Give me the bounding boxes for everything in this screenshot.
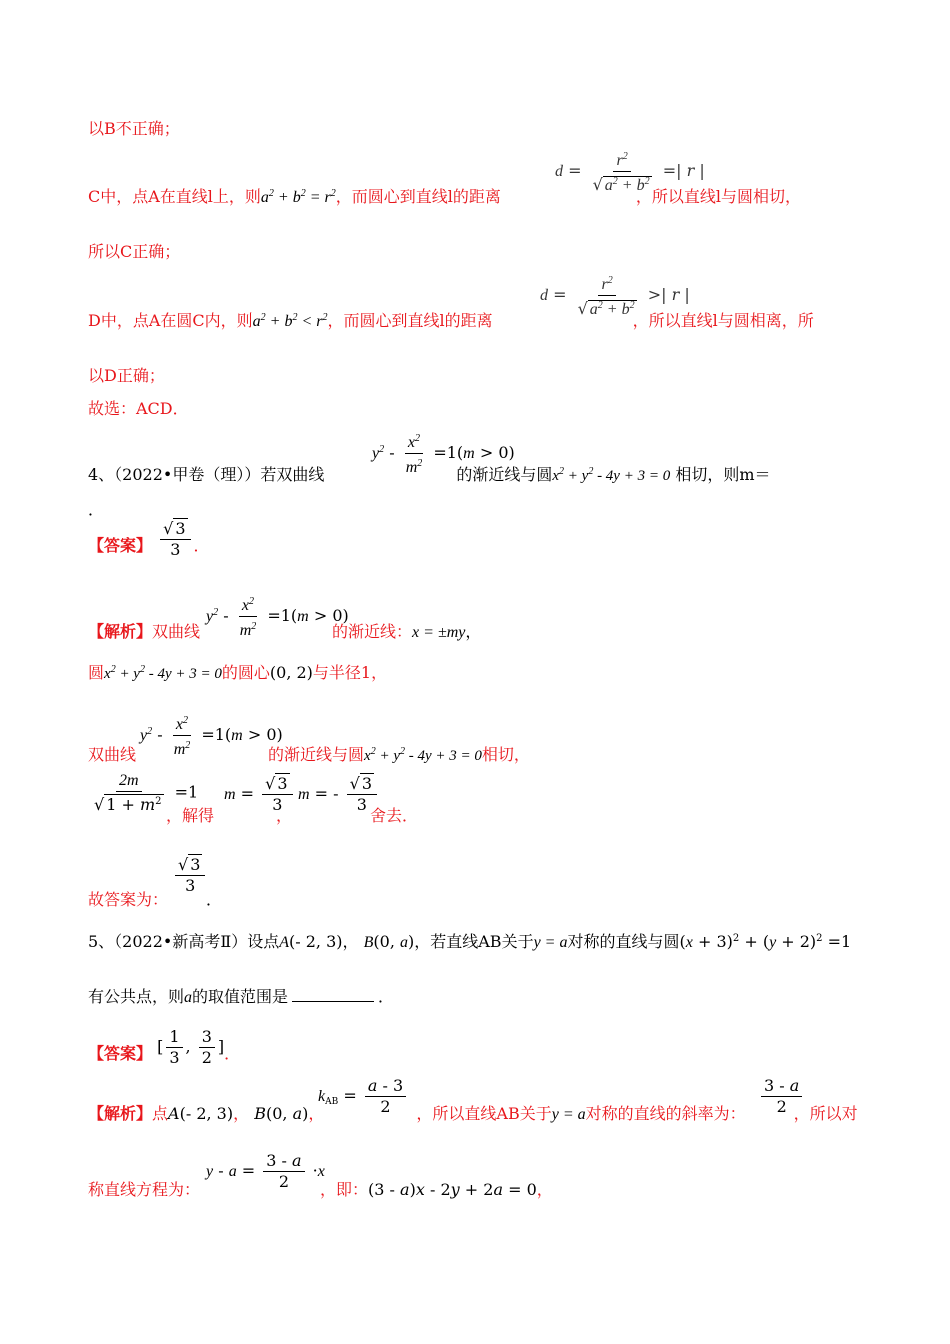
question-5-analysis-1: 【解析】点A(- 2, 3)， B(0, a)， ，所以直线AB关于y = a对称的直线的斜率为： ，所以对 (88, 1104, 858, 1123)
question-4-dot: ． (88, 500, 105, 519)
question-5-stem-2: 有公共点，则a的取值范围是 ． (88, 987, 395, 1006)
formula-symmetric-slope: $\frac{3 - a}{2}$ (758, 1077, 805, 1116)
formula-distance-d: d = $\frac{r^2}{√ a^2 + b^2}$ >| r | (540, 272, 690, 319)
formula-hyperbola-analysis-1: $y^2$ - $\frac{x^2}{m^2}$ =1(m > 0) (206, 593, 349, 640)
question-4-answer: 【答案】 $\frac{√ 3}{3}$ ． (88, 519, 210, 559)
formula-final-answer-q4: $\frac{√ 3}{3}$ (172, 856, 208, 895)
text-line-d-correct: 以D正确； (88, 366, 165, 385)
formula-slope-ab: $k_{AB}$ = $\frac{a - 3}{2}$ (318, 1077, 409, 1116)
question-4-analysis-2: 圆$x^2 + y^2 - 4y + 3 = 0$的圆心(0, 2)与半径1， (88, 663, 388, 682)
formula-m-negative: m = - $\frac{√ 3}{3}$ (298, 775, 380, 814)
text-line-c-correct: 所以C正确； (88, 242, 181, 261)
text-line-b-incorrect: 以B不正确； (88, 119, 180, 138)
formula-distance-c: d = $\frac{r^2}{√ a^2 + b^2}$ =| r | (555, 148, 705, 195)
question-4-analysis-1: 【解析】双曲线 的渐近线：x = ±my， (88, 622, 482, 641)
question-4-final: 故答案为： ． (88, 890, 223, 909)
text-line-c: C中，点A在直线l上，则$a^2 + b^2 = r^2$，而圆心到直线l的距离 ，所以直线l与圆相切， (88, 187, 801, 206)
text-line-choice: 故选：ACD． (88, 399, 189, 418)
question-5-stem: 5、（2022•新高考Ⅱ）设点A(- 2, 3)， B(0, a)，若直线AB关于y = a对称的直线与圆$(x + 3)^2 + (y + 2)^2 =1$ (88, 932, 852, 951)
question-4-analysis-4: ，解得 ， 舍去． (166, 806, 419, 825)
formula-tangent-condition: $\frac{2m}{√ 1 + m^2}$ =1 (94, 772, 199, 814)
answer-blank (292, 987, 374, 1002)
formula-hyperbola-analysis-2: $y^2$ - $\frac{x^2}{m^2}$ =1(m > 0) (140, 712, 283, 759)
formula-hyperbola-q4: $y^2$ - $\frac{x^2}{m^2}$ =1(m > 0) (372, 430, 515, 477)
formula-m-positive: m = $\frac{√ 3}{3}$ (224, 775, 296, 814)
question-5-analysis-2: 称直线方程为： ，即：(3 - a)x - 2y + 2a = 0， (88, 1180, 553, 1199)
question-4-stem: 4、（2022•甲卷（理））若双曲线 的渐近线与圆$x^2 + y^2 - 4y + 3 = 0$ 相切，则m＝ (88, 465, 771, 484)
question-4-analysis-3: 双曲线 的渐近线与圆$x^2 + y^2 - 4y + 3 = 0$相切， (88, 745, 530, 764)
formula-symmetric-line: y - a = $\frac{3 - a}{2}$ ·x (206, 1151, 325, 1191)
text-line-d: D中，点A在圆C内，则$a^2 + b^2 < r^2$，而圆心到直线l的距离 ，所以直线l与圆相离，所 (88, 311, 814, 330)
question-5-answer: 【答案】 [ $\frac{1}{3}$ , $\frac{3}{2}$ ]． (88, 1027, 241, 1067)
